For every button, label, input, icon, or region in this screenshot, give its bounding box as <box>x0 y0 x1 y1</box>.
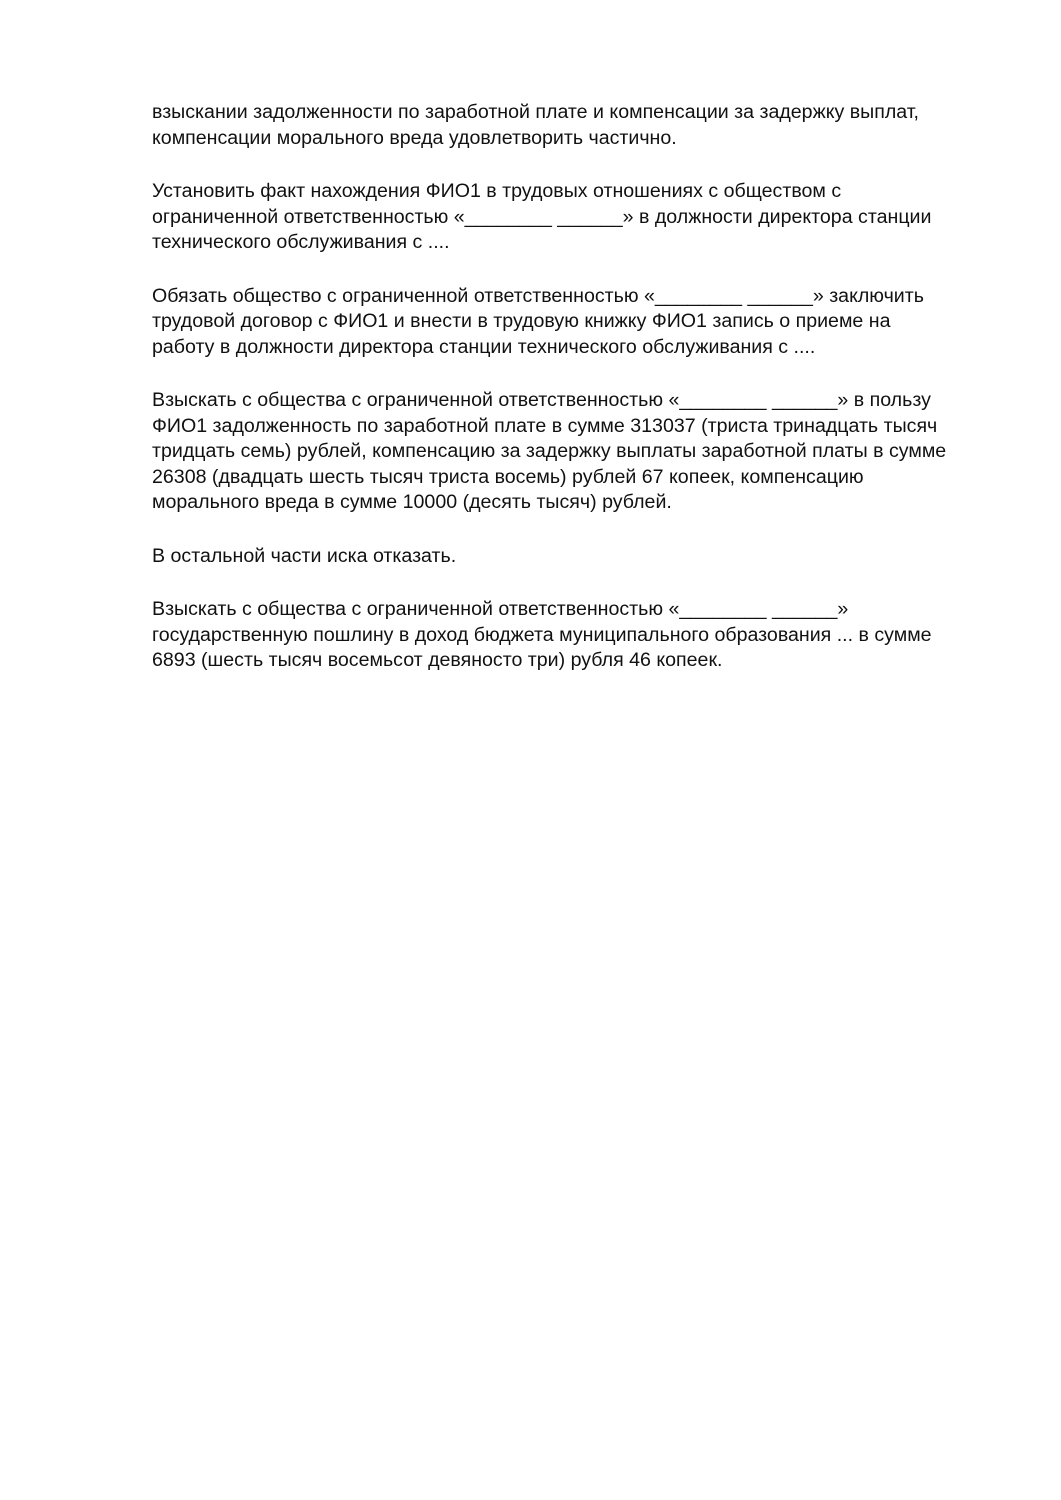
paragraph-establish-employment: Установить факт нахождения ФИО1 в трудовых отношениях с обществом с ограниченной ответственностью «________ ______» в должности директора станции технического обслуживания с .... <box>152 180 932 253</box>
paragraph-recover-debt: Взыскать с общества с ограниченной ответственностью «________ ______» в пользу ФИО1 задолженность по заработной плате в сумме 313037 (триста тринадцать тысяч тридцать семь) рублей, компенсацию за задержку выплаты заработной платы в сумме 26308 (двадцать шесть тысяч триста восемь) рублей 67 копеек, компенсацию морального вреда в сумме 10000 (десять тысяч) рублей. <box>152 389 947 513</box>
paragraph-claim-partial: взыскании задолженности по заработной плате и компенсации за задержку выплат, компенсации морального вреда удовлетворить частично. <box>152 101 919 149</box>
paragraph-state-duty: Взыскать с общества с ограниченной ответственностью «________ ______» государственную пошлину в доход бюджета муниципального образования ... в сумме 6893 (шесть тысяч восемьсот девяносто три) рубля 46 копеек. <box>152 598 932 671</box>
paragraph-oblige-contract: Обязать общество с ограниченной ответственностью «________ ______» заключить трудовой договор с ФИО1 и внести в трудовую книжку ФИО1 запись о приеме на работу в должности директора станции технического обслуживания с .... <box>152 284 924 358</box>
document-body <box>152 100 1002 702</box>
paragraph-refuse-remainder: В остальной части иска отказать. <box>152 544 457 567</box>
